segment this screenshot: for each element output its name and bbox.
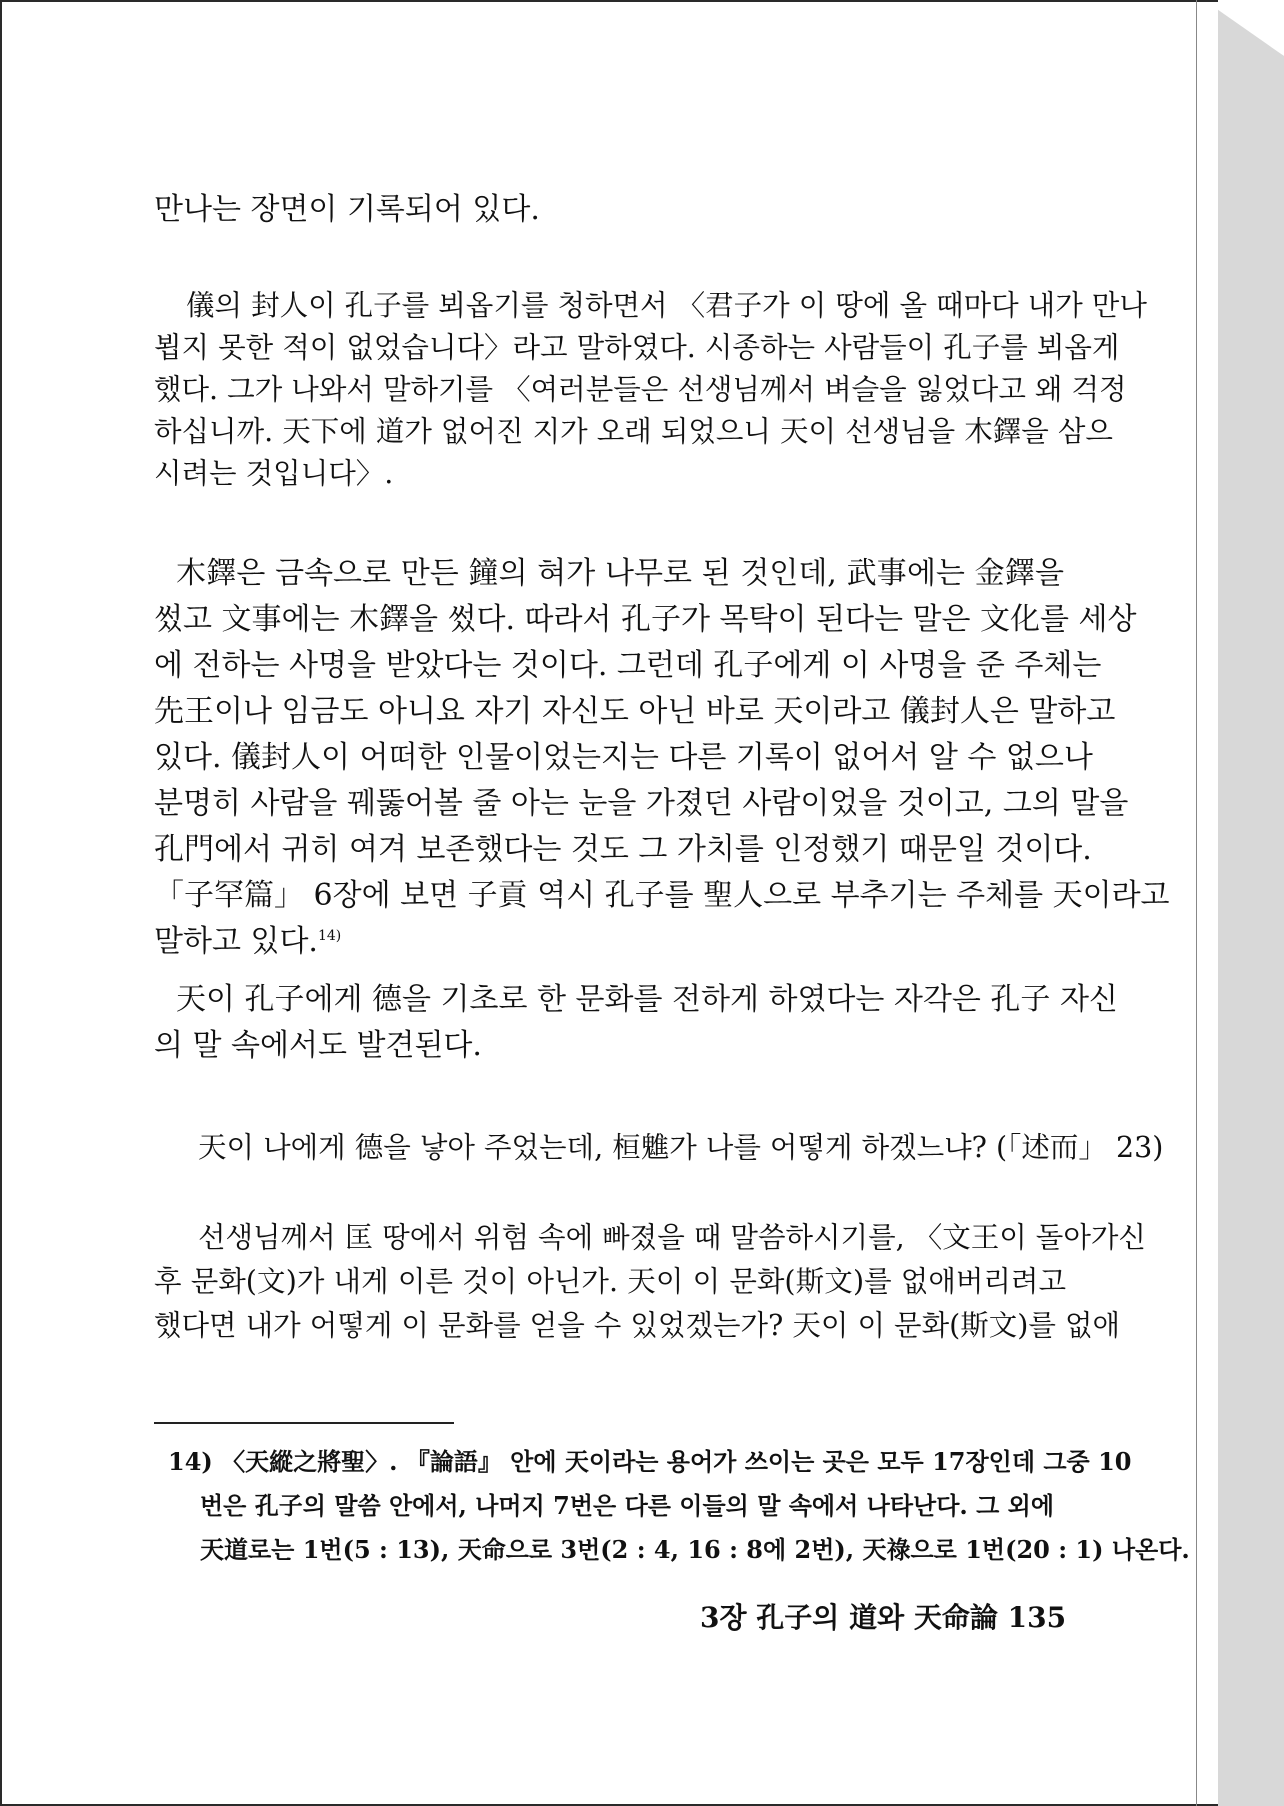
quote-line: 天이 나에게 德을 낳아 주었는데, 桓魋가 나를 어떻게 하겠느냐? (「述而」 23) [198, 1131, 1164, 1164]
text-line: 木鐸은 금속으로 만든 鐘의 혀가 나무로 된 것인데, 武事에는 金鐸을 [176, 556, 1064, 591]
text-line: 에 전하는 사명을 받았다는 것이다. 그런데 孔子에게 이 사명을 준 주체는 [154, 648, 1102, 683]
text-line: 썼고 文事에는 木鐸을 썼다. 따라서 孔子가 목탁이 된다는 말은 文化를 세상 [154, 602, 1137, 637]
quote-line: 후 문화(文)가 내게 이른 것이 아닌가. 天이 이 문화(斯文)를 없애버리려고 [154, 1265, 1066, 1298]
quote-line: 선생님께서 匡 땅에서 위험 속에 빠졌을 때 말씀하시기를, 〈文王이 돌아가신 [198, 1221, 1146, 1254]
text-line: 만나는 장면이 기록되어 있다. [154, 192, 540, 227]
quote-line: 儀의 封人이 孔子를 뵈옵기를 청하면서 〈君子가 이 땅에 올 때마다 내가 만나 [186, 289, 1147, 322]
text-line: 孔門에서 귀히 여겨 보존했다는 것도 그 가치를 인정했기 때문일 것이다. [154, 832, 1092, 867]
text-line: 의 말 속에서도 발견된다. [154, 1028, 482, 1063]
footnote-divider [154, 1422, 454, 1424]
text-line: 先王이나 임금도 아니요 자기 자신도 아닌 바로 天이라고 儀封人은 말하고 [154, 694, 1116, 729]
text-line: 「子罕篇」 6장에 보면 子貢 역시 孔子를 聖人으로 부추기는 주체를 天이라고 [154, 878, 1170, 913]
quote-line: 했다면 내가 어떻게 이 문화를 얻을 수 있었겠는가? 天이 이 문화(斯文)를 없애 [154, 1309, 1121, 1342]
text-line: 있다. 儀封人이 어떠한 인물이었는지는 다른 기록이 없어서 알 수 없으나 [154, 740, 1093, 775]
footnote-line: 번은 孔子의 말씀 안에서, 나머지 7번은 다른 이들의 말 속에서 나타난다. 그 외에 [200, 1491, 1055, 1520]
footnote-line: 天道로는 1번(5 : 13), 天命으로 3번(2 : 4, 16 : 8에 2번), 天祿으로 1번(20 : 1) 나온다. [200, 1535, 1190, 1564]
text-line [154, 922, 341, 962]
page-edge-line [1196, 0, 1197, 1806]
quote-line: 시려는 것입니다〉. [154, 457, 394, 490]
text-line: 天이 孔子에게 德을 기초로 한 문화를 전하게 하였다는 자각은 孔子 자신 [176, 982, 1118, 1017]
running-footer: 3장 孔子의 道와 天命論 135 [700, 1601, 1067, 1634]
text-line-body: 말하고 있다. [154, 924, 318, 959]
quote-line: 하십니까. 天下에 道가 없어진 지가 오래 되었으니 天이 선생님을 木鐸을 삼으 [154, 415, 1113, 448]
quote-line: 뵙지 못한 적이 없었습니다〉라고 말하였다. 시종하는 사람들이 孔子를 뵈옵게 [154, 331, 1120, 364]
text-line: 분명히 사람을 꿰뚫어볼 줄 아는 눈을 가졌던 사람이었을 것이고, 그의 말을 [154, 786, 1129, 821]
footnote-ref[interactable]: 14) [317, 928, 342, 944]
footnote-line: 14) 〈天縱之將聖〉. 『論語』 안에 天이라는 용어가 쓰이는 곳은 모두 17장인데 그중 10 [168, 1447, 1132, 1476]
quote-line: 했다. 그가 나와서 말하기를 〈여러분들은 선생님께서 벼슬을 잃었다고 왜 걱정 [154, 373, 1127, 406]
